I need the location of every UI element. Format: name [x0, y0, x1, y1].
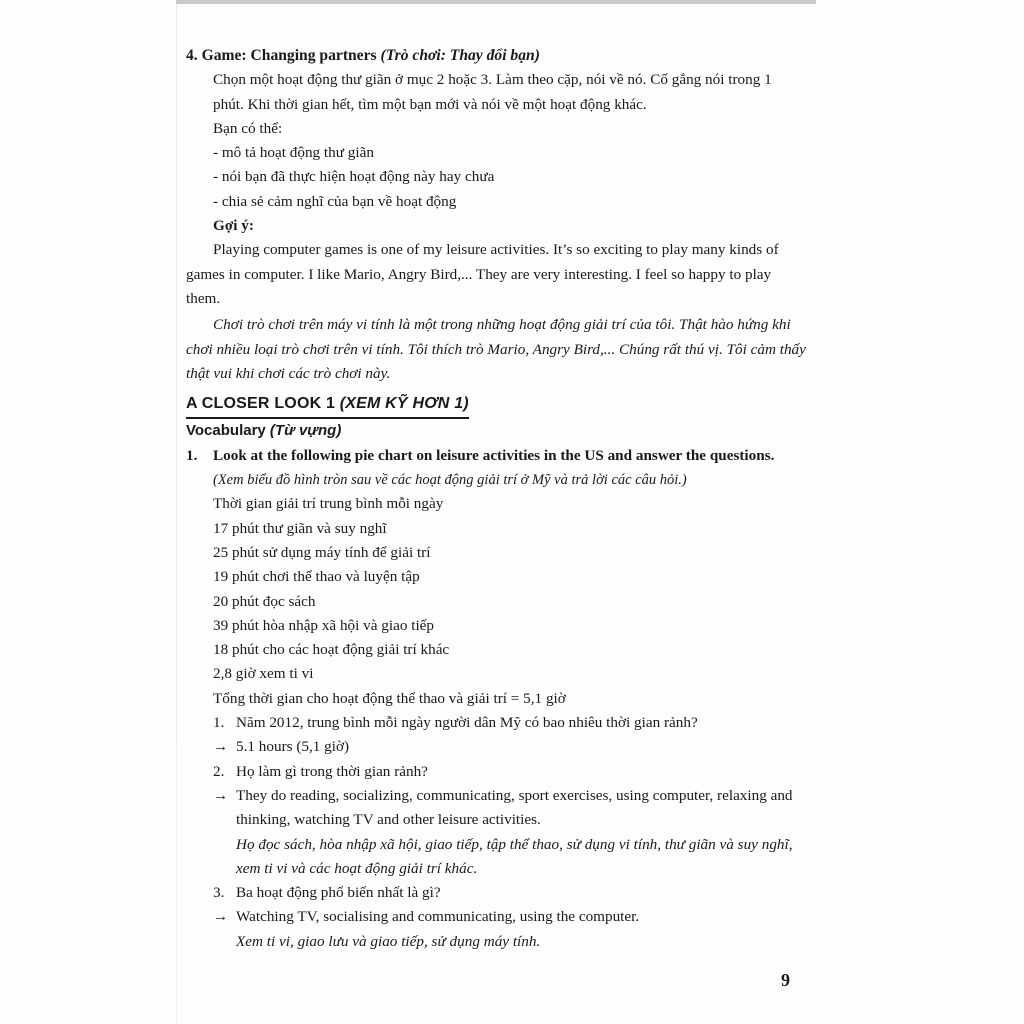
game-title-vi: (Trò chơi: Thay đổi bạn) [380, 47, 540, 64]
vocabulary-heading [186, 419, 806, 443]
hint-english [186, 238, 806, 311]
page-content [186, 44, 806, 954]
question-1-number: 1. [213, 714, 225, 732]
question-2-text: Họ làm gì trong thời gian rảnh? [236, 762, 428, 780]
hint-english-text: Playing computer games is one of my leisure activities. It’s so exciting to play many kinds of games in computer. I like Mario, Angry Bird,... They are very interesting. I feel so happy to play them. [186, 241, 779, 307]
answer-3-text: Watching TV, socialising and communicating, using the computer. [236, 908, 640, 926]
arrow-icon: → [213, 786, 229, 804]
hint-vietnamese [186, 313, 806, 386]
can-item-3: - chia sẻ cảm nghĩ của bạn về hoạt động [213, 192, 457, 210]
section-heading-vi: (XEM KỸ HƠN 1) [339, 395, 469, 413]
answer-1-text: 5.1 hours (5,1 giờ) [236, 738, 350, 756]
exercise-title-en: Look at the following pie chart on leisure activities in the US and answer the questions. [213, 446, 775, 464]
ex-line-4: 19 phút chơi thể thao và luyện tập [213, 568, 420, 586]
ex-line-6: 39 phút hòa nhập xã hội và giao tiếp [213, 616, 435, 634]
arrow-icon: → [213, 738, 229, 756]
ex-line-8: 2,8 giờ xem ti vi [213, 665, 314, 683]
vocabulary-heading-vi: (Từ vựng) [269, 422, 342, 440]
ex-line-3: 25 phút sử dụng máy tính để giải trí [213, 543, 431, 561]
answer-2-vietnamese: Họ đọc sách, hòa nhập xã hội, giao tiếp, tập thể thao, sử dụng vi tính, thư giãn và suy nghĩ, xem ti vi và các hoạt động giải trí khác. [236, 835, 793, 877]
question-2-number: 2. [213, 762, 225, 780]
answer-2-text: They do reading, socializing, communicating, sport exercises, using computer, relaxing and thinking, watching TV and other leisure activities. [236, 786, 793, 829]
ex-line-2: 17 phút thư giãn và suy nghĩ [213, 519, 387, 537]
section-heading-main: A CLOSER LOOK 1 [186, 395, 340, 413]
top-rule [176, 0, 816, 4]
game-instruction [186, 68, 806, 117]
ex-line-1: Thời gian giải trí trung bình mỗi ngày [213, 495, 444, 513]
ex-line-7: 18 phút cho các hoạt động giải trí khác [213, 641, 450, 659]
page-number: 9 [781, 970, 790, 990]
can-item-1: - mô tả hoạt động thư giãn [213, 144, 374, 162]
exercise-number: 1. [186, 446, 198, 464]
question-3-text: Ba hoạt động phổ biến nhất là gì? [236, 884, 441, 902]
question-3-number: 3. [213, 884, 225, 902]
ex-line-5: 20 phút đọc sách [213, 592, 316, 610]
game-instruction-text: Chọn một hoạt động thư giãn ở mục 2 hoặc 3. Làm theo cặp, nói về nó. Cố gắng nói trong 1 phút. Khi thời gian hết, tìm một bạn mới và nói về một hoạt động khác. [213, 71, 772, 113]
game-heading [186, 44, 806, 68]
answer-3 [186, 905, 806, 929]
vocabulary-heading-main: Vocabulary [186, 422, 270, 440]
exercise-title-vi: (Xem biểu đồ hình tròn sau về các hoạt động giải trí ở Mỹ và trả lời các câu hỏi.) [213, 472, 687, 489]
game-title: 4. Game: Changing partners [186, 47, 381, 64]
exercise-1-heading [186, 444, 806, 493]
question-3 [186, 881, 806, 905]
page-edge [176, 0, 177, 1024]
question-1-text: Năm 2012, trung bình mỗi ngày người dân Mỹ có bao nhiêu thời gian rảnh? [236, 714, 698, 732]
question-2 [186, 760, 806, 784]
can-intro: Bạn có thể: [213, 119, 283, 137]
hint-vietnamese-text: Chơi trò chơi trên máy vi tính là một trong những hoạt động giải trí của tôi. Thật hào hứng khi chơi nhiều loại trò chơi trên vi tính. Tôi thích trò Mario, Angry Bird,... Chúng rất thú vị. Tôi cảm thấy thật vui khi chơi các trò chơi này. [186, 316, 806, 382]
arrow-icon: → [213, 908, 229, 926]
answer-2 [186, 784, 806, 833]
ex-line-9: Tổng thời gian cho hoạt động thể thao và giải trí = 5,1 giờ [213, 689, 566, 707]
answer-1 [186, 735, 806, 759]
hint-label: Gợi ý: [213, 217, 254, 235]
section-heading [186, 392, 469, 419]
can-item-2: - nói bạn đã thực hiện hoạt động này hay chưa [213, 168, 495, 186]
question-1 [186, 711, 806, 735]
answer-3-vietnamese: Xem ti vi, giao lưu và giao tiếp, sử dụng máy tính. [236, 932, 541, 950]
exercise-title [213, 444, 806, 493]
